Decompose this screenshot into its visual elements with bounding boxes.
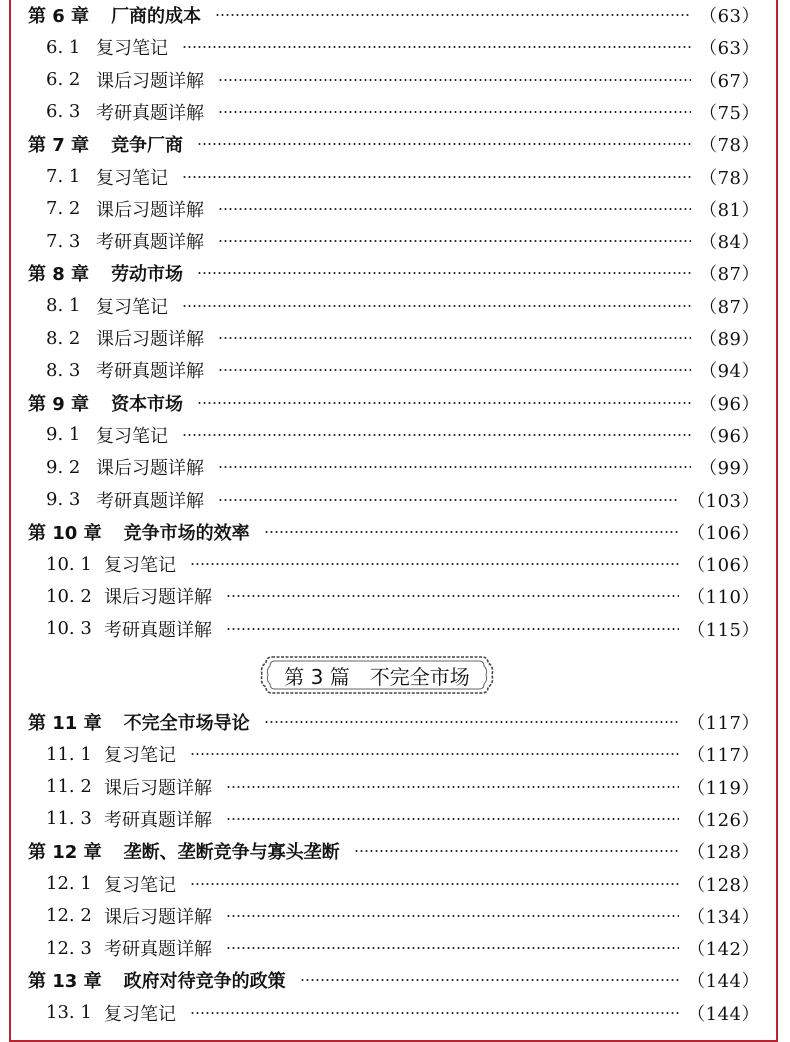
toc-title: 课后习题详解 — [96, 70, 204, 92]
toc-section-row[interactable] — [28, 322, 760, 354]
toc-page-number: （78） — [699, 167, 760, 189]
toc-title: 复习笔记 — [96, 425, 168, 447]
toc-leader-dots — [226, 947, 679, 949]
toc-title: 课后习题详解 — [96, 458, 204, 480]
toc-section-row[interactable] — [28, 96, 760, 128]
toc-chapter-row[interactable] — [28, 0, 760, 31]
toc-section-row[interactable] — [28, 225, 760, 257]
toc-title: 资本市场 — [111, 393, 184, 415]
toc-page-number: （81） — [699, 199, 760, 221]
toc-number: 8. 2 — [46, 327, 81, 349]
toc-page-number: （142） — [687, 939, 760, 961]
toc-title: 政府对待竞争的政策 — [123, 971, 286, 993]
toc-title: 复习笔记 — [96, 296, 168, 318]
toc-page-number: （75） — [699, 102, 760, 124]
toc-page-number: （119） — [687, 777, 760, 799]
toc-section-row[interactable] — [28, 484, 760, 516]
toc-number: 10. 2 — [46, 585, 92, 607]
toc-number: 第 10 章 — [28, 522, 102, 544]
toc-page-number: （128） — [687, 874, 760, 896]
toc-title: 垄断、垄断竞争与寡头垄断 — [123, 842, 340, 864]
toc-leader-dots — [218, 111, 691, 113]
toc-number: 第 13 章 — [28, 971, 102, 993]
toc-number: 10. 1 — [46, 553, 92, 575]
toc-number: 8. 1 — [46, 295, 81, 317]
toc-title: 考研真题详解 — [96, 490, 204, 512]
toc-number: 9. 1 — [46, 424, 81, 446]
toc-title: 复习笔记 — [96, 38, 168, 60]
toc-section-row[interactable] — [28, 64, 760, 96]
toc-number: 13. 1 — [46, 1002, 92, 1024]
toc-title: 课后习题详解 — [104, 906, 212, 928]
toc-title: 竞争市场的效率 — [123, 522, 250, 544]
toc-number: 第 12 章 — [28, 842, 102, 864]
toc-title: 课后习题详解 — [104, 587, 212, 609]
toc-leader-dots — [226, 818, 679, 820]
toc-leader-dots — [300, 979, 680, 981]
toc-section-row[interactable] — [28, 451, 760, 483]
toc-title: 课后习题详解 — [104, 777, 212, 799]
toc-leader-dots — [218, 499, 679, 501]
toc-title: 复习笔记 — [104, 745, 176, 767]
toc-page-number: （96） — [699, 393, 760, 415]
toc-section-row[interactable] — [28, 193, 760, 225]
toc-number: 6. 2 — [46, 69, 81, 91]
toc-page-number: （89） — [699, 329, 760, 350]
toc-section-row[interactable] — [28, 31, 760, 63]
toc-leader-dots — [190, 1012, 679, 1014]
toc-title: 劳动市场 — [111, 264, 184, 286]
toc-leader-dots — [226, 915, 679, 917]
toc-section-row[interactable] — [28, 613, 760, 645]
toc-title: 复习笔记 — [104, 555, 176, 577]
toc-chapter-row[interactable] — [28, 387, 760, 419]
toc-title: 复习笔记 — [96, 167, 168, 189]
toc-number: 7. 2 — [46, 198, 81, 220]
toc-leader-dots — [190, 563, 679, 565]
toc-leader-dots — [218, 337, 691, 339]
toc-section-row[interactable] — [28, 932, 760, 964]
toc-leader-dots — [197, 402, 691, 404]
toc-number: 12. 3 — [46, 937, 92, 959]
toc-title: 不完全市场导论 — [123, 713, 250, 734]
toc-section-row[interactable] — [28, 354, 760, 386]
toc-title: 考研真题详解 — [96, 361, 204, 383]
toc-leader-dots — [226, 595, 679, 597]
toc-number: 第 8 章 — [28, 264, 90, 286]
toc-page-number: （144） — [687, 1003, 760, 1025]
toc-leader-dots — [226, 786, 679, 788]
toc-page-number: （67） — [699, 70, 760, 92]
toc-leader-dots — [226, 628, 679, 630]
toc-leader-dots — [197, 272, 691, 274]
toc-number: 9. 3 — [46, 489, 81, 510]
toc-chapter-row[interactable] — [28, 835, 760, 867]
toc-page-number: （144） — [687, 971, 760, 993]
toc-section-row[interactable] — [28, 580, 760, 612]
toc-number: 7. 1 — [46, 166, 81, 187]
toc-title: 厂商的成本 — [111, 6, 202, 27]
toc-leader-dots — [354, 850, 680, 852]
part-title: 第 3 篇 不完全市场 — [284, 664, 470, 689]
toc-leader-dots — [182, 46, 691, 48]
toc-number: 9. 2 — [46, 456, 81, 478]
toc-page-number: （87） — [699, 296, 760, 318]
toc-leader-dots — [182, 434, 691, 436]
toc-leader-dots — [264, 721, 680, 723]
toc-section-row[interactable] — [28, 900, 760, 932]
toc-leader-dots — [182, 305, 691, 307]
toc-leader-dots — [182, 176, 691, 178]
toc-title: 考研真题详解 — [96, 102, 204, 124]
toc-chapter-row[interactable] — [28, 516, 760, 548]
toc-page-number: （96） — [699, 425, 760, 447]
toc-leader-dots — [197, 143, 691, 145]
toc-number: 6. 1 — [46, 36, 81, 58]
toc-chapter-row[interactable] — [28, 257, 760, 289]
toc-chapter-row[interactable] — [28, 964, 760, 996]
toc-title: 课后习题详解 — [96, 329, 204, 350]
toc-number: 第 7 章 — [28, 135, 90, 157]
part-banner — [258, 654, 496, 696]
toc-number: 10. 3 — [46, 618, 92, 640]
toc-leader-dots — [218, 208, 691, 210]
toc-page-number: （106） — [687, 555, 760, 577]
toc-section-row[interactable] — [28, 290, 760, 322]
toc-chapter-row[interactable] — [28, 706, 760, 738]
toc-number: 6. 3 — [46, 101, 81, 123]
toc-section-row[interactable] — [28, 771, 760, 803]
toc-number: 12. 1 — [46, 873, 92, 894]
toc-title: 考研真题详解 — [104, 619, 212, 641]
toc-page-number: （103） — [687, 490, 760, 512]
toc-title: 复习笔记 — [104, 1003, 176, 1025]
toc-title: 课后习题详解 — [96, 199, 204, 221]
toc-page-number: （134） — [687, 906, 760, 928]
toc-page-number: （63） — [699, 6, 760, 27]
toc-section-row[interactable] — [28, 161, 760, 193]
toc-number: 第 9 章 — [28, 393, 90, 415]
toc-section-row[interactable] — [28, 419, 760, 451]
toc-leader-dots — [264, 531, 680, 533]
toc-section-row[interactable] — [28, 738, 760, 770]
toc-page-number: （106） — [687, 522, 760, 544]
toc-page-number: （110） — [687, 587, 760, 609]
toc-leader-dots — [190, 883, 679, 885]
toc-number: 7. 3 — [46, 230, 81, 252]
toc-section-row[interactable] — [28, 803, 760, 835]
toc-page-number: （99） — [699, 458, 760, 480]
toc-title: 考研真题详解 — [96, 232, 204, 254]
toc-page-number: （126） — [687, 809, 760, 831]
toc-leader-dots — [190, 753, 679, 755]
toc-leader-dots — [218, 240, 691, 242]
toc-number: 12. 2 — [46, 905, 92, 927]
toc-title: 竞争厂商 — [111, 135, 184, 157]
toc-number: 8. 3 — [46, 359, 81, 381]
toc-title: 考研真题详解 — [104, 809, 212, 831]
toc-page-number: （115） — [687, 619, 760, 641]
toc-leader-dots — [218, 466, 691, 468]
toc-page-number: （84） — [699, 232, 760, 254]
toc-chapter-row[interactable] — [28, 128, 760, 160]
toc-page-number: （78） — [699, 135, 760, 157]
toc-page-number: （63） — [699, 38, 760, 60]
toc-leader-dots — [218, 79, 691, 81]
toc-number: 第 11 章 — [28, 713, 102, 734]
toc-page-number: （117） — [687, 745, 760, 767]
toc-page-number: （128） — [687, 842, 760, 864]
toc-number: 第 6 章 — [28, 6, 90, 27]
toc-leader-dots — [215, 14, 691, 16]
toc-page-number: （87） — [699, 264, 760, 286]
toc-number: 11. 3 — [46, 808, 92, 830]
toc-leader-dots — [218, 369, 691, 371]
toc-number: 11. 2 — [46, 776, 92, 798]
toc-section-row[interactable] — [28, 868, 760, 900]
toc-section-row[interactable] — [28, 997, 760, 1029]
toc-section-row[interactable] — [28, 548, 760, 580]
toc-page-number: （117） — [687, 713, 760, 734]
toc-title: 复习笔记 — [104, 874, 176, 896]
toc-number: 11. 1 — [46, 743, 92, 765]
toc-title: 考研真题详解 — [104, 939, 212, 961]
toc-page-number: （94） — [699, 361, 760, 383]
